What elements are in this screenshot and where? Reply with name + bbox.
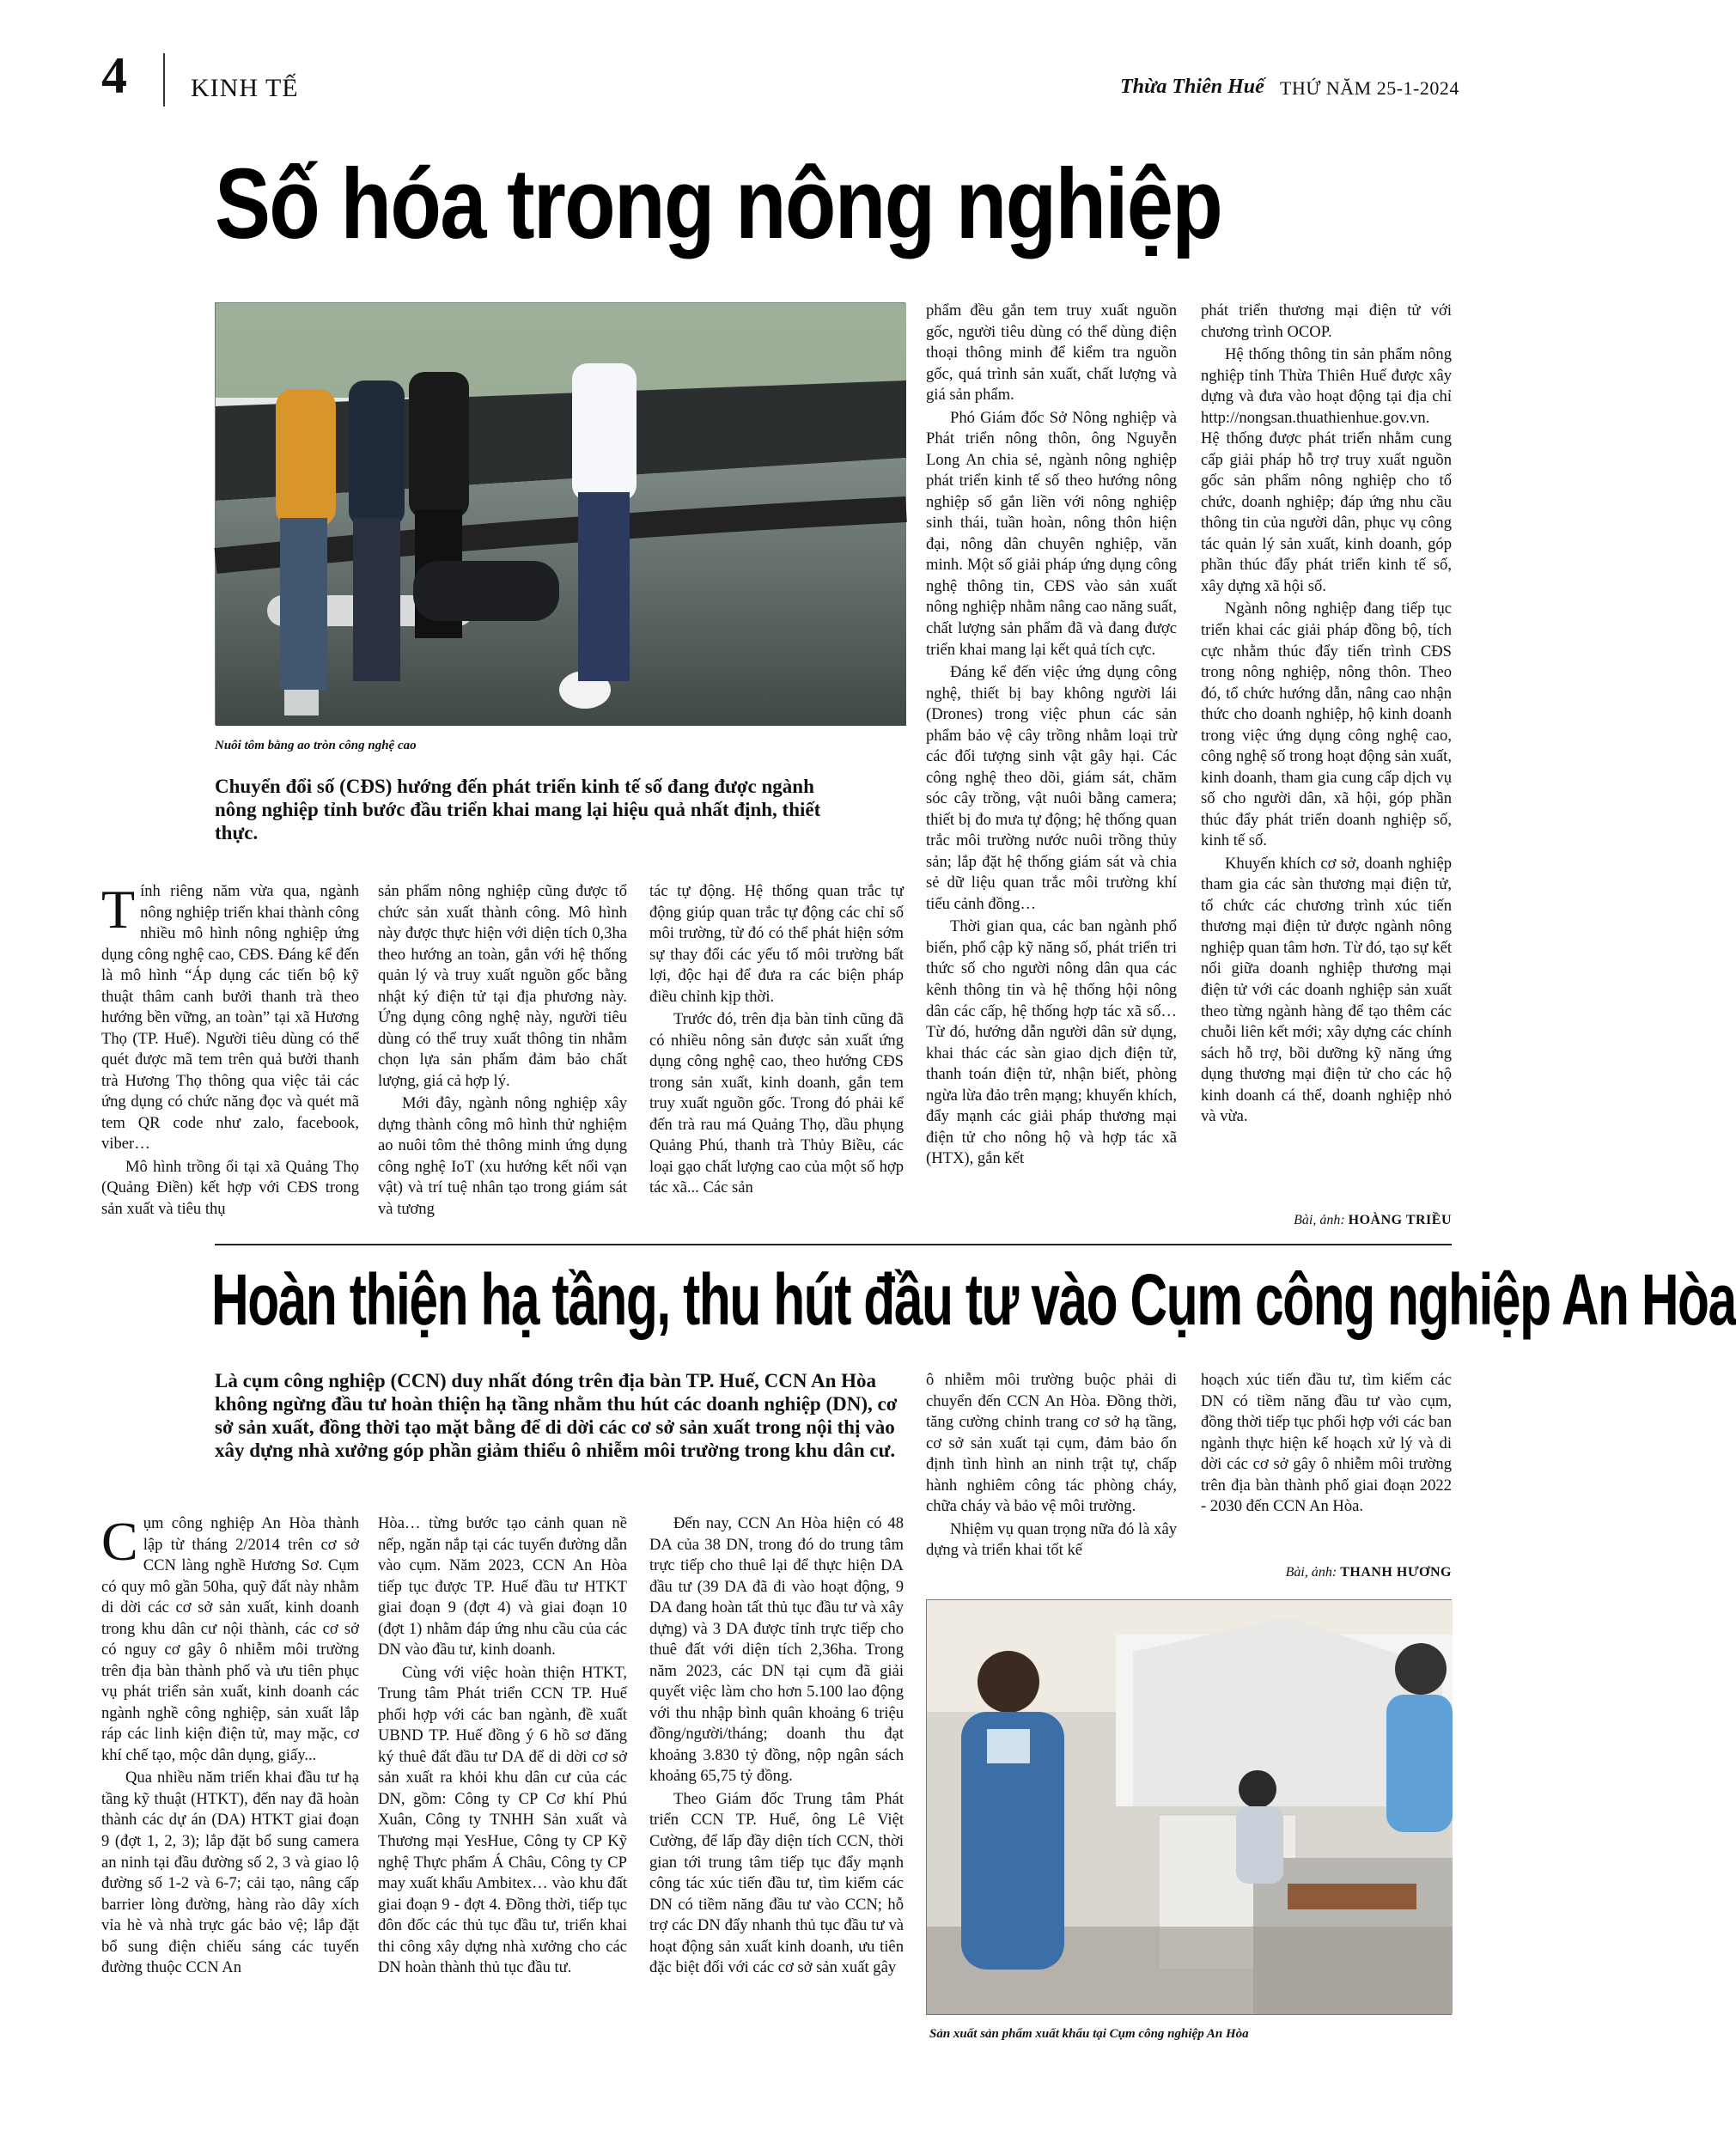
article1-column-2 [378,881,627,1222]
article2-photo-caption: Sản xuất sản phẩm xuất khẩu tại Cụm công nghiệp An Hòa [929,2027,1249,2041]
header-divider [163,53,165,107]
article-divider [215,1244,1452,1245]
factory-workers-image [927,1600,1453,2014]
article2-lead: Là cụm công nghiệp (CCN) duy nhất đóng trên địa bàn TP. Huế, CCN An Hòa không ngừng đầu tư hoàn thiện hạ tầng nhằm thu hút các doanh nghiệp (DN), cơ sở sản xuất, đồng thời tạo mặt bằng để di dời các cơ sở sản xuất trong nội thị vào xây dựng nhà xưởng góp phần giảm thiểu ô nhiễm môi trường trong khu dân cư. [215,1370,898,1461]
paragraph: Khuyến khích cơ sở, doanh nghiệp tham gia các sàn thương mại điện tử, tổ chức các chương trình xúc tiến thương mại điện tử được ngành nông nghiệp quan tâm hơn. Từ đó, tạo sự kết nối giữa doanh nghiệp thương mại điện tử với các doanh nghiệp sản xuất theo từng ngành hàng để tạo thêm các chuỗi liên kết mới; xây dựng các chính sách hỗ trợ, bồi dưỡng kỹ năng ứng dụng thương mại điện tử cho các hộ kinh doanh cá thể, doanh nghiệp nhỏ và vừa. [1201,854,1452,1126]
article2-column-2 [378,1513,627,1981]
paragraph: Mới đây, ngành nông nghiệp xây dựng thành công mô hình thử nghiệm ao nuôi tôm thẻ thông minh ứng dụng công nghệ IoT (xu hướng kết nối vạn vật) và trí tuệ nhân tạo trong giám sát và tương [378,1094,627,1218]
paragraph: ụm công nghiệp An Hòa thành lập từ tháng 2/2014 trên cơ sở CCN làng nghề Hương Sơ. Cụm có quy mô gần 50ha, quỹ đất này nhằm di dời các cơ sở sản xuất, kinh doanh trong khu dân cư nội thành, các cơ sở có nguy cơ gây ô nhiễm môi trường trên địa bàn thành phố và ưu tiên phục vụ phát triển sản xuất, kinh doanh các ngành nghề công nghiệp, sản xuất lắp ráp các linh kiện điện tử, may mặc, cơ khí chế tạo, mộc dân dụng, giấy... [101,1514,359,1764]
paragraph: phẩm đều gắn tem truy xuất nguồn gốc, người tiêu dùng có thể dùng điện thoại thông minh để kiểm tra nguồn gốc, quá trình sản xuất, chất lượng và giá sản phẩm. [926,301,1177,405]
article1-column-5 [1201,301,1452,1129]
byline-author: HOÀNG TRIỀU [1348,1213,1452,1227]
paragraph: ô nhiễm môi trường buộc phải di chuyển đến CCN An Hòa. Đồng thời, tăng cường chỉnh trang cơ sở hạ tầng, cơ sở sản xuất tại cụm, đảm bảo ổn định tình hình an ninh trật tự, chấp hành nghiêm công tác phòng cháy, chữa cháy và bảo vệ môi trường. [926,1371,1177,1516]
article1-lead: Chuyển đổi số (CĐS) hướng đến phát triển kinh tế số đang được ngành nông nghiệp tỉnh bước đầu triển khai mang lại hiệu quả nhất định, thiết thực. [215,776,821,843]
article2-column-4 [926,1370,1177,1563]
paragraph: sản phẩm nông nghiệp cũng được tổ chức sản xuất thành công. Mô hình này được thực hiện với diện tích 0,3ha theo hướng an toàn, gắn với hệ thống quản lý và truy xuất nguồn gốc bằng nhật ký điện tử tại địa phương này. Ứng dụng công nghệ này, người tiêu dùng có thể truy xuất thông tin nhằm chọn lựa sản phẩm đảm bảo chất lượng, giá cả hợp lý. [378,882,627,1090]
byline-label: Bài, ảnh: [1285,1565,1337,1580]
article2-column-5 [1201,1370,1452,1519]
article2-headline: Hoàn thiện hạ tầng, thu hút đầu tư vào Cụm công nghiệp An Hòa [211,1259,1736,1340]
dropcap: T [101,879,136,940]
article1-column-4 [926,301,1177,1172]
paragraph: Theo Giám đốc Trung tâm Phát triển CCN TP. Huế, ông Lê Việt Cường, để lấp đầy diện tích CCN, thời gian tới trung tâm tiếp tục đẩy mạnh công tác xúc tiến đầu tư, tìm kiếm các DN có tiềm năng đầu tư vào CCN; hỗ trợ các DN đẩy nhanh thủ tục đầu tư và hoạt động sản xuất kinh doanh, ưu tiên đặc biệt đối với các cơ sở sản xuất gây [649,1789,904,1977]
paragraph: Hòa… từng bước tạo cảnh quan nề nếp, ngăn nắp tại các tuyến đường dẫn vào cụm. Năm 2023, CCN An Hòa tiếp tục được TP. Huế đầu tư HTKT giai đoạn 9 (đợt 4) và giai đoạn 10 (đợt 1) nhằm đáp ứng nhu cầu của các DN vào đầu tư, kinh doanh. [378,1514,627,1659]
paragraph: Trước đó, trên địa bàn tỉnh cũng đã có nhiều nông sản được sản xuất ứng dụng công nghệ cao, theo hướng CĐS trong sản xuất, kinh doanh, gắn tem truy xuất nguồn gốc. Trong đó phải kể đến trà rau má Quảng Thọ, dầu phụng Quảng Phú, thanh trà Thủy Biều, các loại gạo chất lượng cao của một số hợp tác xã... Các sản [649,1010,904,1197]
shrimp-pond-image [216,303,906,726]
section-name: KINH TẾ [191,74,299,102]
article1-column-1 [101,881,359,1222]
article2-column-1 [101,1513,359,1981]
article1-byline [1201,1213,1452,1228]
paragraph: Mô hình trồng ổi tại xã Quảng Thọ (Quảng Điền) kết hợp với CĐS trong sản xuất và tiêu thụ [101,1157,359,1218]
paragraph: Cùng với việc hoàn thiện HTKT, Trung tâm Phát triển CCN TP. Huế phối hợp với các ban ngành, đề xuất UBND TP. Huế đồng ý 6 hồ sơ đăng ký thuê đất đầu tư DA để di dời cơ sở sản xuất ra khỏi khu dân cư của các DN, gồm: Công ty CP Cơ khí Phú Xuân, Công ty TNHH Sản xuất và Thương mại YesHue, Công ty CP Kỹ nghệ Thực phẩm Á Châu, Công ty CP may xuất khẩu Ambitex… vào khu đất giai đoạn 9 - đợt 4. Đồng thời, tiếp tục đôn đốc các thủ tục đầu tư, triển khai thi công xây dựng nhà xưởng cho các DN hoàn thành thủ tục đầu tư. [378,1663,627,1977]
article1-headline: Số hóa trong nông nghiệp [215,148,1222,259]
article2-byline [1201,1565,1452,1580]
paragraph: phát triển thương mại điện tử với chương trình OCOP. [1201,301,1452,341]
paragraph: Qua nhiều năm triển khai đầu tư hạ tầng kỹ thuật (HTKT), đến nay đã hoàn thành các dự án (DA) HTKT giai đoạn 9 (đợt 1, 2, 3); lắp đặt bổ sung camera an ninh tại đầu đường số 2, 3 và giao lộ đường số 1-2 và 6-7; cải tạo, nâng cấp barrier lòng đường, hàng rào dây xích vỉa hè và nhà trực gác bảo vệ; lắp đặt bổ sung điện chiếu sáng các tuyến đường thuộc CCN An [101,1769,359,1977]
article1-photo [215,302,905,725]
paragraph: Phó Giám đốc Sở Nông nghiệp và Phát triển nông thôn, ông Nguyễn Long An chia sẻ, ngành nông nghiệp phát triển kinh tế số theo hướng nông nghiệp số gắn liền với nông nghiệp sinh thái, tuần hoàn, nông thôn hiện đại, nông dân chuyên nghiệp, văn minh. Một số giải pháp ứng dụng công nghệ thông tin, CĐS vào sản xuất nông nghiệp nhằm nâng cao năng suất, chất lượng sản phẩm đã và đang được triển khai mang lại kết quả tích cực. [926,408,1177,659]
dropcap: C [101,1511,138,1572]
paragraph: ính riêng năm vừa qua, ngành nông nghiệp triển khai thành công nhiều mô hình nông nghiệp ứng dụng công nghệ cao, CĐS. Đáng kể đến là mô hình “Áp dụng các tiến bộ kỹ thuật thâm canh bưởi thanh trà theo hướng bền vững, an toàn” tại xã Hương Thọ (TP. Huế). Người tiêu dùng có thể quét được mã tem trên quả bưởi thanh trà Hương Thọ thông qua việc tải các ứng dụng có chức năng đọc và quét mã tem QR code như zalo, facebook, viber… [101,882,359,1154]
page-number: 4 [101,47,127,104]
paragraph: tác tự động. Hệ thống quan trắc tự động giúp quan trắc tự động các chỉ số môi trường, từ đó có thể phát hiện sớm sự thay đổi các yếu tố môi trường bất lợi, độc hại để đưa ra các biện pháp điều chỉnh kịp thời. [649,882,904,1006]
paragraph: hoạch xúc tiến đầu tư, tìm kiếm các DN có tiềm năng đầu tư vào cụm, đồng thời tiếp tục phối hợp với các ban ngành thực hiện kế hoạch xử lý và di dời các cơ sở gây ô nhiễm môi trường trên địa bàn thành phố giai đoạn 2022 - 2030 đến CCN An Hòa. [1201,1371,1452,1516]
byline-label: Bài, ảnh: [1294,1213,1345,1227]
paragraph: Nhiệm vụ quan trọng nữa đó là xây dựng và triển khai tốt kế [926,1519,1177,1560]
article2-photo [926,1599,1452,2015]
article1-photo-caption: Nuôi tôm bằng ao tròn công nghệ cao [215,739,417,752]
issue-date: THỨ NĂM 25-1-2024 [1280,77,1459,99]
paragraph: Hệ thống thông tin sản phẩm nông nghiệp tỉnh Thừa Thiên Huế được xây dựng và đưa vào hoạt động tại địa chỉ http://nongsan.thuathienhue.gov.vn. Hệ thống được phát triển nhằm cung cấp giải pháp hỗ trợ truy xuất nguồn gốc sản phẩm nông nghiệp cho tổ chức, doanh nghiệp; đáp ứng nhu cầu thông tin của người dân, phục vụ công tác quản lý sản xuất, kinh doanh, góp phần thúc đẩy phát triển kinh tế số, xây dựng xã hội số. [1201,345,1452,595]
byline-author: THANH HƯƠNG [1340,1565,1452,1580]
paragraph: Đến nay, CCN An Hòa hiện có 48 DA của 38 DN, trong đó do trung tâm trực tiếp cho thuê lại để thực hiện DA đầu tư (39 DA đã đi vào hoạt động, 9 DA đang hoàn tất thủ tục đầu tư và xây dựng) và 3 DA được tỉnh trực tiếp cho thuê đất với diện tích 2,36ha. Trong năm 2023, các DN tại cụm đã giải quyết việc làm cho hơn 5.100 lao động với thu nhập bình quân khoảng 6 triệu đồng/người/tháng; doanh thu đạt khoảng 3.830 tỷ đồng, nộp ngân sách khoảng 65,75 tỷ đồng. [649,1514,904,1786]
newspaper-name: Thừa Thiên Huế [1120,76,1264,98]
paragraph: Thời gian qua, các ban ngành phổ biến, phổ cập kỹ năng số, phát triển tri thức số cho người nông dân qua các kênh thông tin và hệ thống hội nông dân các cấp, hệ thống hợp tác xã số… Từ đó, hướng dẫn người dân sử dụng, khai thác các sàn giao dịch điện tử, thanh toán điện tử, nhận biết, phòng ngừa lừa đảo trên mạng; khuyến khích, đẩy mạnh các giải pháp thương mại điện tử cho nông hộ và hợp tác xã (HTX), gắn kết [926,917,1177,1168]
paragraph: Đáng kể đến việc ứng dụng công nghệ, thiết bị bay không người lái (Drones) trong việc phun các sản phẩm bảo vệ cây trồng nhằm loại trừ các đối tượng sinh vật gây hại. Các công nghệ theo dõi, giám sát, chăm sóc cây trồng, vật nuôi bằng camera; thiết bị đo mưa tự động; hệ thống quan trắc môi trường nước nuôi trồng thủy sản; lắp đặt hệ thống giám sát và chia sẻ dữ liệu quan trắc môi trường khí tiểu cảnh đồng… [926,663,1177,913]
article2-column-3 [649,1513,904,1981]
paragraph: Ngành nông nghiệp đang tiếp tục triển khai các giải pháp đồng bộ, tích cực nhằm thúc đẩy tiến trình CĐS trong nông nghiệp, nông thôn. Theo đó, tổ chức hướng dẫn, nâng cao nhận thức cho doanh nghiệp, hộ kinh doanh trong việc ứng dụng công nghệ cao, công nghệ số trong hoạt động sản xuất, kinh doanh, tham gia cung cấp dịch vụ số cho người dân, xã hội, góp phần thúc đẩy phát triển doanh nghiệp số, kinh tế số. [1201,600,1452,850]
article1-column-3 [649,881,904,1201]
